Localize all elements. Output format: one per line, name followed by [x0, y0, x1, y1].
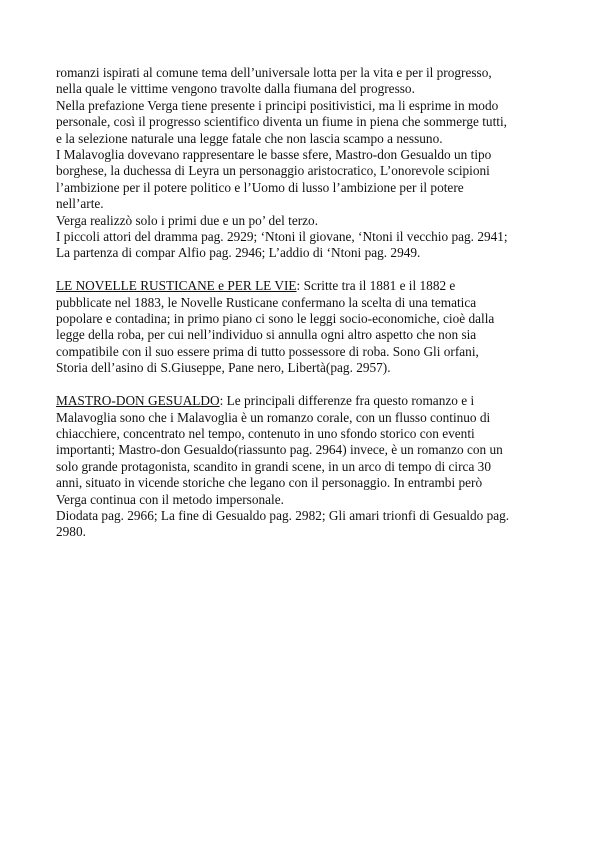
section-first-line-text: : Scritte tra il 1881 e il 1882 e	[296, 278, 456, 294]
section-first-line	[56, 393, 546, 409]
text-line: I Malavoglia dovevano rappresentare le basse sfere, Mastro-don Gesualdo un tipo	[56, 147, 492, 163]
section-first-line-text: : Le principali differenze fra questo romanzo e i	[219, 393, 475, 409]
text-line: personale, così il progresso scientifico diventa un fiume in piena che sommerge tutti,	[56, 114, 507, 130]
text-line: legge della roba, per cui nell’individuo si annulla ogni altro aspetto che non sia	[56, 327, 477, 343]
text-line: Diodata pag. 2966; La fine di Gesualdo pag. 2982; Gli amari trionfi di Gesualdo pag.	[56, 507, 510, 523]
text-line: La partenza di compar Alfio pag. 2946; L’addio di ‘Ntoni pag. 2949.	[56, 245, 421, 261]
paragraph-gap	[56, 262, 546, 278]
text-line: anni, situato in vicende storiche che legano con il personaggio. In entrambi però	[56, 475, 483, 491]
section-heading-mastro: MASTRO-DON GESUALDO	[56, 393, 220, 409]
section-heading-novelle: LE NOVELLE RUSTICANE e PER LE VIE	[56, 278, 297, 294]
text-line: borghese, la duchessa di Leyra un personaggio aristocratico, L’onorevole scipioni	[56, 163, 490, 179]
paragraph-gap	[56, 377, 546, 393]
text-line: importanti; Mastro-don Gesualdo(riassunto pag. 2964) invece, è un romanzo con un	[56, 442, 503, 458]
text-line: nell’arte.	[56, 196, 104, 212]
text-line: pubblicate nel 1883, le Novelle Rusticane confermano la scelta di una tematica	[56, 294, 477, 310]
document-body	[56, 65, 546, 541]
section-first-line	[56, 278, 546, 294]
text-line: nella quale le vittime vengono travolte dalla fiumana del progresso.	[56, 81, 415, 97]
text-line: I piccoli attori del dramma pag. 2929; ‘Ntoni il giovane, ‘Ntoni il vecchio pag. 2941;	[56, 229, 508, 245]
text-line: Verga realizzò solo i primi due e un po’ del terzo.	[56, 212, 319, 228]
text-line: Malavoglia sono che i Malavoglia è un romanzo corale, con un flusso continuo di	[56, 409, 491, 425]
text-line: l’ambizione per il potere politico e l’Uomo di lusso l’ambizione per il potere	[56, 179, 464, 195]
text-line: Nella prefazione Verga tiene presente i principi positivistici, ma li esprime in modo	[56, 97, 499, 113]
text-line: Storia dell’asino di S.Giuseppe, Pane nero, Libertà(pag. 2957).	[56, 360, 391, 376]
text-line: popolare e contadina; in primo piano ci sono le leggi socio-economiche, cioè dalla	[56, 311, 495, 327]
text-line: romanzi ispirati al comune tema dell’universale lotta per la vita e per il progresso,	[56, 65, 492, 80]
text-line: chiacchiere, concentrato nel tempo, contenuto in uno sfondo storico con eventi	[56, 425, 475, 441]
text-line: 2980.	[56, 524, 86, 540]
text-line: compatibile con il suo essere prima di tutto possessore di roba. Sono Gli orfani,	[56, 343, 479, 359]
text-line: solo grande protagonista, scandito in grandi scene, in un arco di tempo di circa 30	[56, 458, 491, 474]
text-line: Verga continua con il metodo impersonale.	[56, 491, 284, 507]
text-line: e la selezione naturale una legge fatale che non lascia scampo a nessuno.	[56, 130, 443, 146]
